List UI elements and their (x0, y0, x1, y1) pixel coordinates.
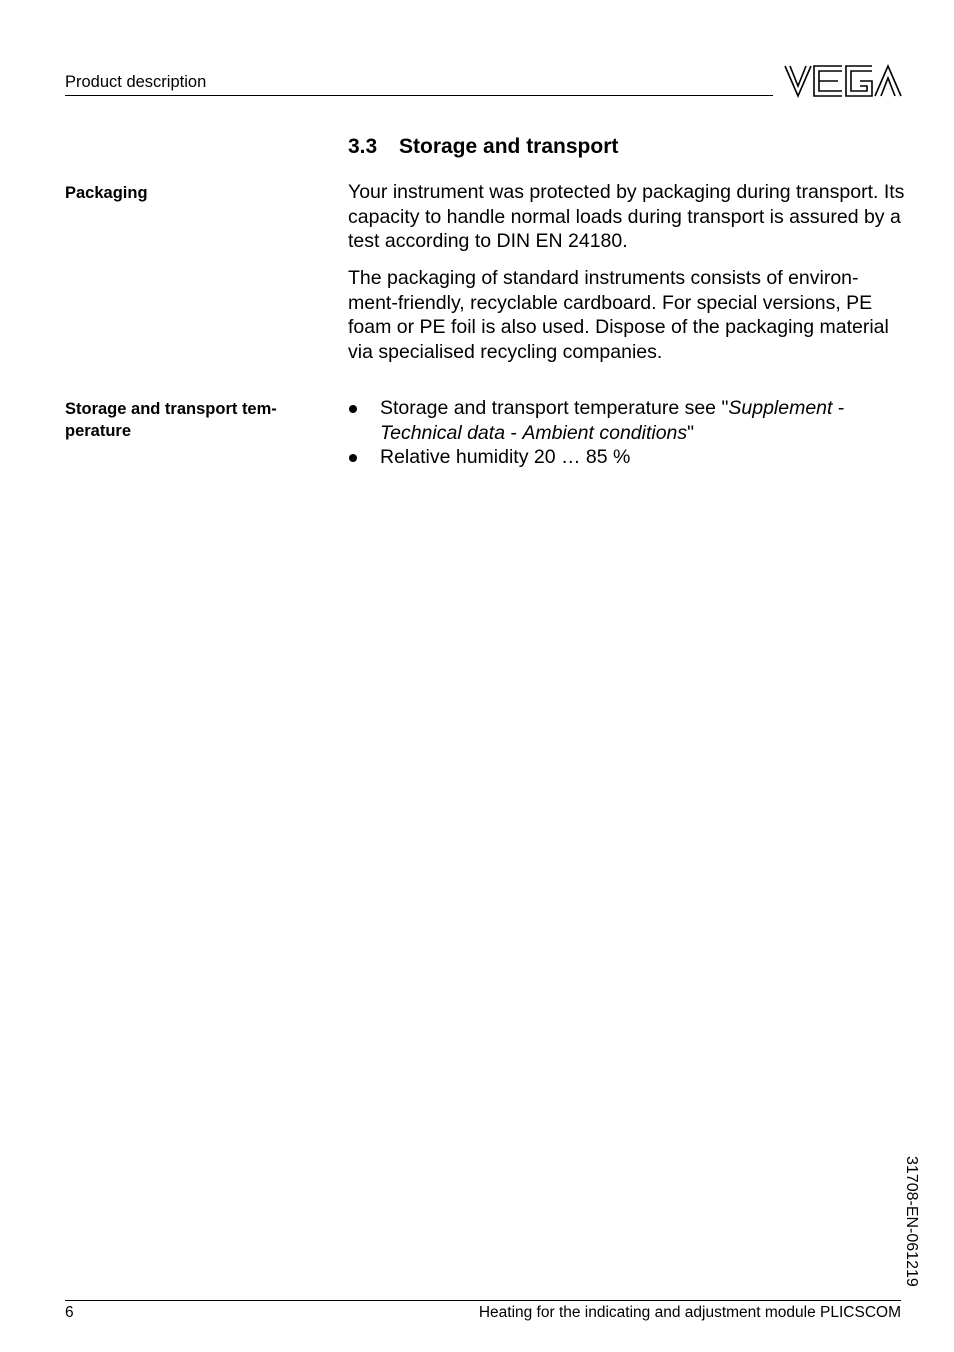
section-title: Storage and transport (399, 135, 619, 158)
side-label-storage-temperature: Storage and transport tem-perature (65, 400, 277, 440)
footer-divider (65, 1300, 901, 1301)
side-label-packaging: Packaging (65, 184, 148, 202)
list-item (348, 445, 908, 470)
footer-document-title: Heating for the indicating and adjustment module PLICSCOM (478, 1304, 901, 1321)
bullet-text-after: " (687, 421, 695, 444)
storage-bullet-list (348, 396, 908, 470)
reference-separator: - (505, 421, 523, 444)
document-code: 31708-EN-061219 (903, 1156, 920, 1287)
section-heading (348, 135, 618, 159)
reference-separator: - (832, 397, 845, 419)
bullet-text-before: Storage and transport temperature see " (380, 397, 729, 419)
vega-logo-icon (784, 64, 902, 98)
running-header: Product description (65, 73, 207, 91)
bullet-text-humidity: Relative humidity 20 … 85 % (380, 446, 631, 468)
bullet-dot-icon (349, 405, 357, 413)
packaging-paragraph-1: Your instrument was protected by packaging during transport. Its capacity to handle normal loads during transport is assured by a test according to DIN EN 24180. (348, 181, 905, 252)
reference-supplement: Supplement (728, 397, 833, 419)
list-item (348, 396, 908, 445)
bullet-dot-icon (349, 454, 357, 462)
page-number: 6 (65, 1304, 74, 1321)
reference-ambient-conditions: Ambient conditions (522, 421, 688, 444)
packaging-paragraph-2: The packaging of standard instruments consists of environ-ment-friendly, recyclable cardboard. For special versions, PE foam or PE foil is also used. Dispose of the packaging material via specialised recycling companies. (348, 267, 889, 363)
header-divider (65, 95, 773, 96)
section-number: 3.3 (348, 135, 378, 158)
reference-technical-data: Technical data (380, 421, 506, 444)
